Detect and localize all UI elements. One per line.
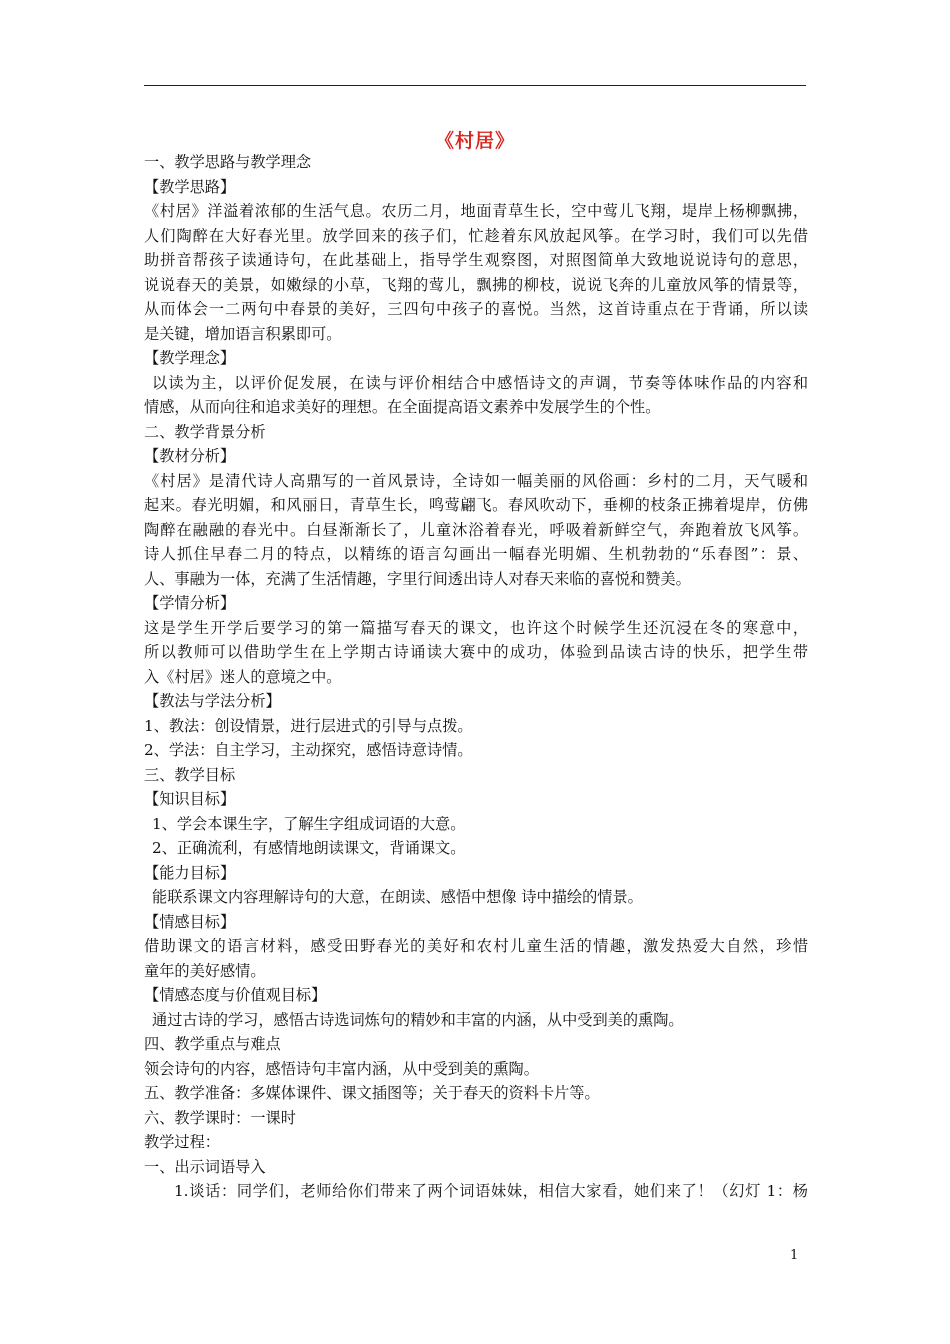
page-number: 1 — [790, 1248, 799, 1263]
paragraph-line: 1.谈话：同学们，老师给你们带来了两个词语妹妹，相信大家看，她们来了！（幻灯 1：杨 — [174, 1182, 808, 1200]
subsection-heading: 【情感目标】 — [144, 912, 236, 931]
paragraph-line: 助拼音帮孩子读通诗句，在此基础上，指导学生观察图，对照图简单大致地说说诗句的意思， — [144, 251, 808, 269]
document-body — [144, 150, 808, 1204]
subsection-heading: 【知识目标】 — [144, 790, 236, 808]
subsection-heading: 【教材分析】 — [144, 447, 236, 465]
paragraph-line: 这是学生开学后要学习的第一篇描写春天的课文，也许这个时候学生还沉浸在冬的寒意中， — [144, 618, 808, 637]
paragraph-line: 以读为主，以评价促发展，在读与评价相结合中感悟诗文的声调，节奏等体味作品的内容和 — [152, 373, 808, 392]
section-heading: 六、教学课时：一课时 — [144, 1108, 296, 1127]
paragraph-line: 从而体会一二两句中春景的美好，三四句中孩子的喜悦。当然，这首诗重点在于背诵，所以读 — [144, 300, 808, 318]
subsection-heading: 【能力目标】 — [144, 863, 236, 882]
paragraph-line: 所以教师可以借助学生在上学期古诗诵读大赛中的成功，体验到品读古诗的快乐，把学生带 — [144, 643, 808, 661]
subsection-heading: 【教学思路】 — [144, 177, 236, 196]
header-rule — [144, 85, 806, 86]
paragraph-line: 领会诗句的内容，感悟诗句丰富内涵，从中受到美的熏陶。 — [144, 1059, 539, 1078]
list-item: 2、正确流利，有感情地朗读课文，背诵课文。 — [152, 839, 466, 857]
paragraph-line: 说说春天的美景，如嫩绿的小草，飞翔的莺儿，飘拂的柳枝，说说飞奔的儿童放风筝的情景等， — [144, 275, 808, 294]
paragraph-line: 童年的美好感情。 — [144, 961, 266, 980]
paragraph-line: 人们陶醉在大好春光里。放学回来的孩子们，忙趁着东风放起风筝。在学习时，我们可以先借 — [144, 226, 808, 245]
paragraph-line: 是关键，增加语言积累即可。 — [144, 324, 342, 343]
paragraph-line: 《村居》是清代诗人高鼎写的一首风景诗，全诗如一幅美丽的风俗画：乡村的二月，天气暖和 — [144, 471, 808, 490]
paragraph-line: 《村居》洋溢着浓郁的生活气息。农历二月，地面青草生长，空中莺儿飞翔，堤岸上杨柳飘拂， — [144, 202, 808, 220]
list-item: 1、学会本课生字，了解生字组成词语的大意。 — [152, 814, 466, 833]
section-heading: 五、教学准备：多媒体课件、课文插图等；关于春天的资料卡片等。 — [144, 1084, 600, 1102]
subsection-heading: 【教法与学法分析】 — [144, 692, 281, 710]
section-heading: 教学过程： — [144, 1133, 220, 1151]
paragraph-line: 人、事融为一体，充满了生活情趣，字里行间透出诗人对春天来临的喜悦和赞美。 — [144, 569, 691, 588]
list-item: 1、教法：创设情景，进行层进式的引导与点拨。 — [144, 716, 473, 735]
paragraph-line: 入《村居》迷人的意境之中。 — [144, 667, 342, 686]
subsection-heading: 【学情分析】 — [144, 594, 236, 612]
paragraph-line: 情感，从而向往和追求美好的理想。在全面提高语文素养中发展学生的个性。 — [144, 398, 661, 416]
section-heading: 一、教学思路与教学理念 — [144, 153, 312, 171]
list-item: 2、学法：自主学习，主动探究，感悟诗意诗情。 — [144, 741, 473, 759]
paragraph-line: 陶醉在融融的春光中。白昼渐渐长了，儿童沐浴着春光，呼吸着新鲜空气，奔跑着放飞风筝。 — [144, 520, 808, 539]
section-heading: 二、教学背景分析 — [144, 422, 266, 441]
paragraph-line: 起来。春光明媚，和风丽日，青草生长，鸣莺翩飞。春风吹动下，垂柳的枝条正拂着堤岸，仿佛 — [144, 496, 808, 514]
subsection-heading: 【情感态度与价值观目标】 — [144, 986, 327, 1004]
section-heading: 四、教学重点与难点 — [144, 1035, 281, 1053]
paragraph-line: 借助课文的语言材料，感受田野春光的美好和农村儿童生活的情趣，激发热爱大自然，珍惜 — [144, 937, 808, 955]
paragraph-line: 诗人抓住早春二月的特点，以精练的语言勾画出一幅春光明媚、生机勃勃的“乐春图”：景、 — [144, 545, 808, 563]
subsection-heading: 【教学理念】 — [144, 349, 236, 367]
paragraph-line: 通过古诗的学习，感悟古诗选词炼句的精妙和丰富的内涵，从中受到美的熏陶。 — [152, 1010, 684, 1029]
section-heading: 一、出示词语导入 — [144, 1157, 266, 1176]
section-heading: 三、教学目标 — [144, 765, 236, 784]
document-title: 《村居》 — [434, 130, 515, 152]
paragraph-line: 能联系课文内容理解诗句的大意，在朗读、感悟中想像 诗中描绘的情景。 — [152, 888, 643, 906]
